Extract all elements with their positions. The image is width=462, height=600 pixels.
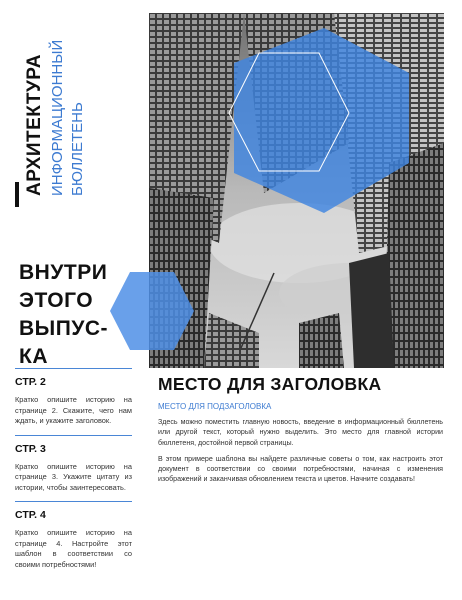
sidebar-item-heading: СТР. 4 bbox=[15, 509, 46, 521]
inside-line4: КА bbox=[19, 345, 48, 368]
inside-line3: ВЫПУС- bbox=[19, 317, 109, 340]
sidebar-item-page4 bbox=[15, 501, 132, 570]
article-subheadline: МЕСТО ДЛЯ ПОДЗАГОЛОВКА bbox=[158, 402, 272, 411]
main-article bbox=[158, 374, 443, 491]
article-paragraph: В этом примере шаблона вы найдете различные советы о том, как настроить этот документ в соответствии со своими потребностями, начиная с изменения изображений и заканчивая обновлением текста и цветов. Начните создавать! bbox=[158, 454, 443, 484]
sidebar-item-heading: СТР. 2 bbox=[15, 376, 46, 388]
masthead-title: АРХИТЕКТУРА bbox=[24, 54, 45, 196]
sidebar-item-text: Кратко опишите историю на странице 2. Скажите, чего нам ждать, и укажите заголовок. bbox=[15, 395, 132, 425]
masthead-accent-bar bbox=[15, 182, 19, 207]
sidebar-item-text: Кратко опишите историю на странице 4. Настройте этот шаблон в соответствии со своими потребностями! bbox=[15, 528, 132, 569]
sidebar-item-heading: СТР. 3 bbox=[15, 442, 46, 455]
inside-this-issue-heading bbox=[19, 259, 139, 371]
masthead-subtitle-line1: ИНФОРМАЦИОННЫЙ bbox=[49, 39, 66, 196]
inside-line2: ЭТОГО bbox=[19, 289, 94, 312]
masthead-subtitle-line2: БЮЛЛЕТЕНЬ bbox=[69, 102, 86, 196]
article-paragraph: Здесь можно поместить главную новость, введение в информационный бюллетень или другой текст, который нужно выделить. Это место для главной истории бюллетеня, достойной первой страницы. bbox=[158, 418, 443, 447]
sidebar-item-text: Кратко опишите историю на странице 3. Укажите цитату из истории, чтобы заинтересовать. bbox=[15, 461, 132, 492]
sidebar bbox=[15, 368, 132, 578]
sidebar-item-page2 bbox=[15, 368, 132, 427]
sidebar-item-page3 bbox=[15, 435, 132, 494]
masthead bbox=[24, 6, 94, 196]
article-headline: МЕСТО ДЛЯ ЗАГОЛОВКА bbox=[158, 374, 382, 394]
inside-line1: ВНУТРИ bbox=[19, 261, 108, 284]
